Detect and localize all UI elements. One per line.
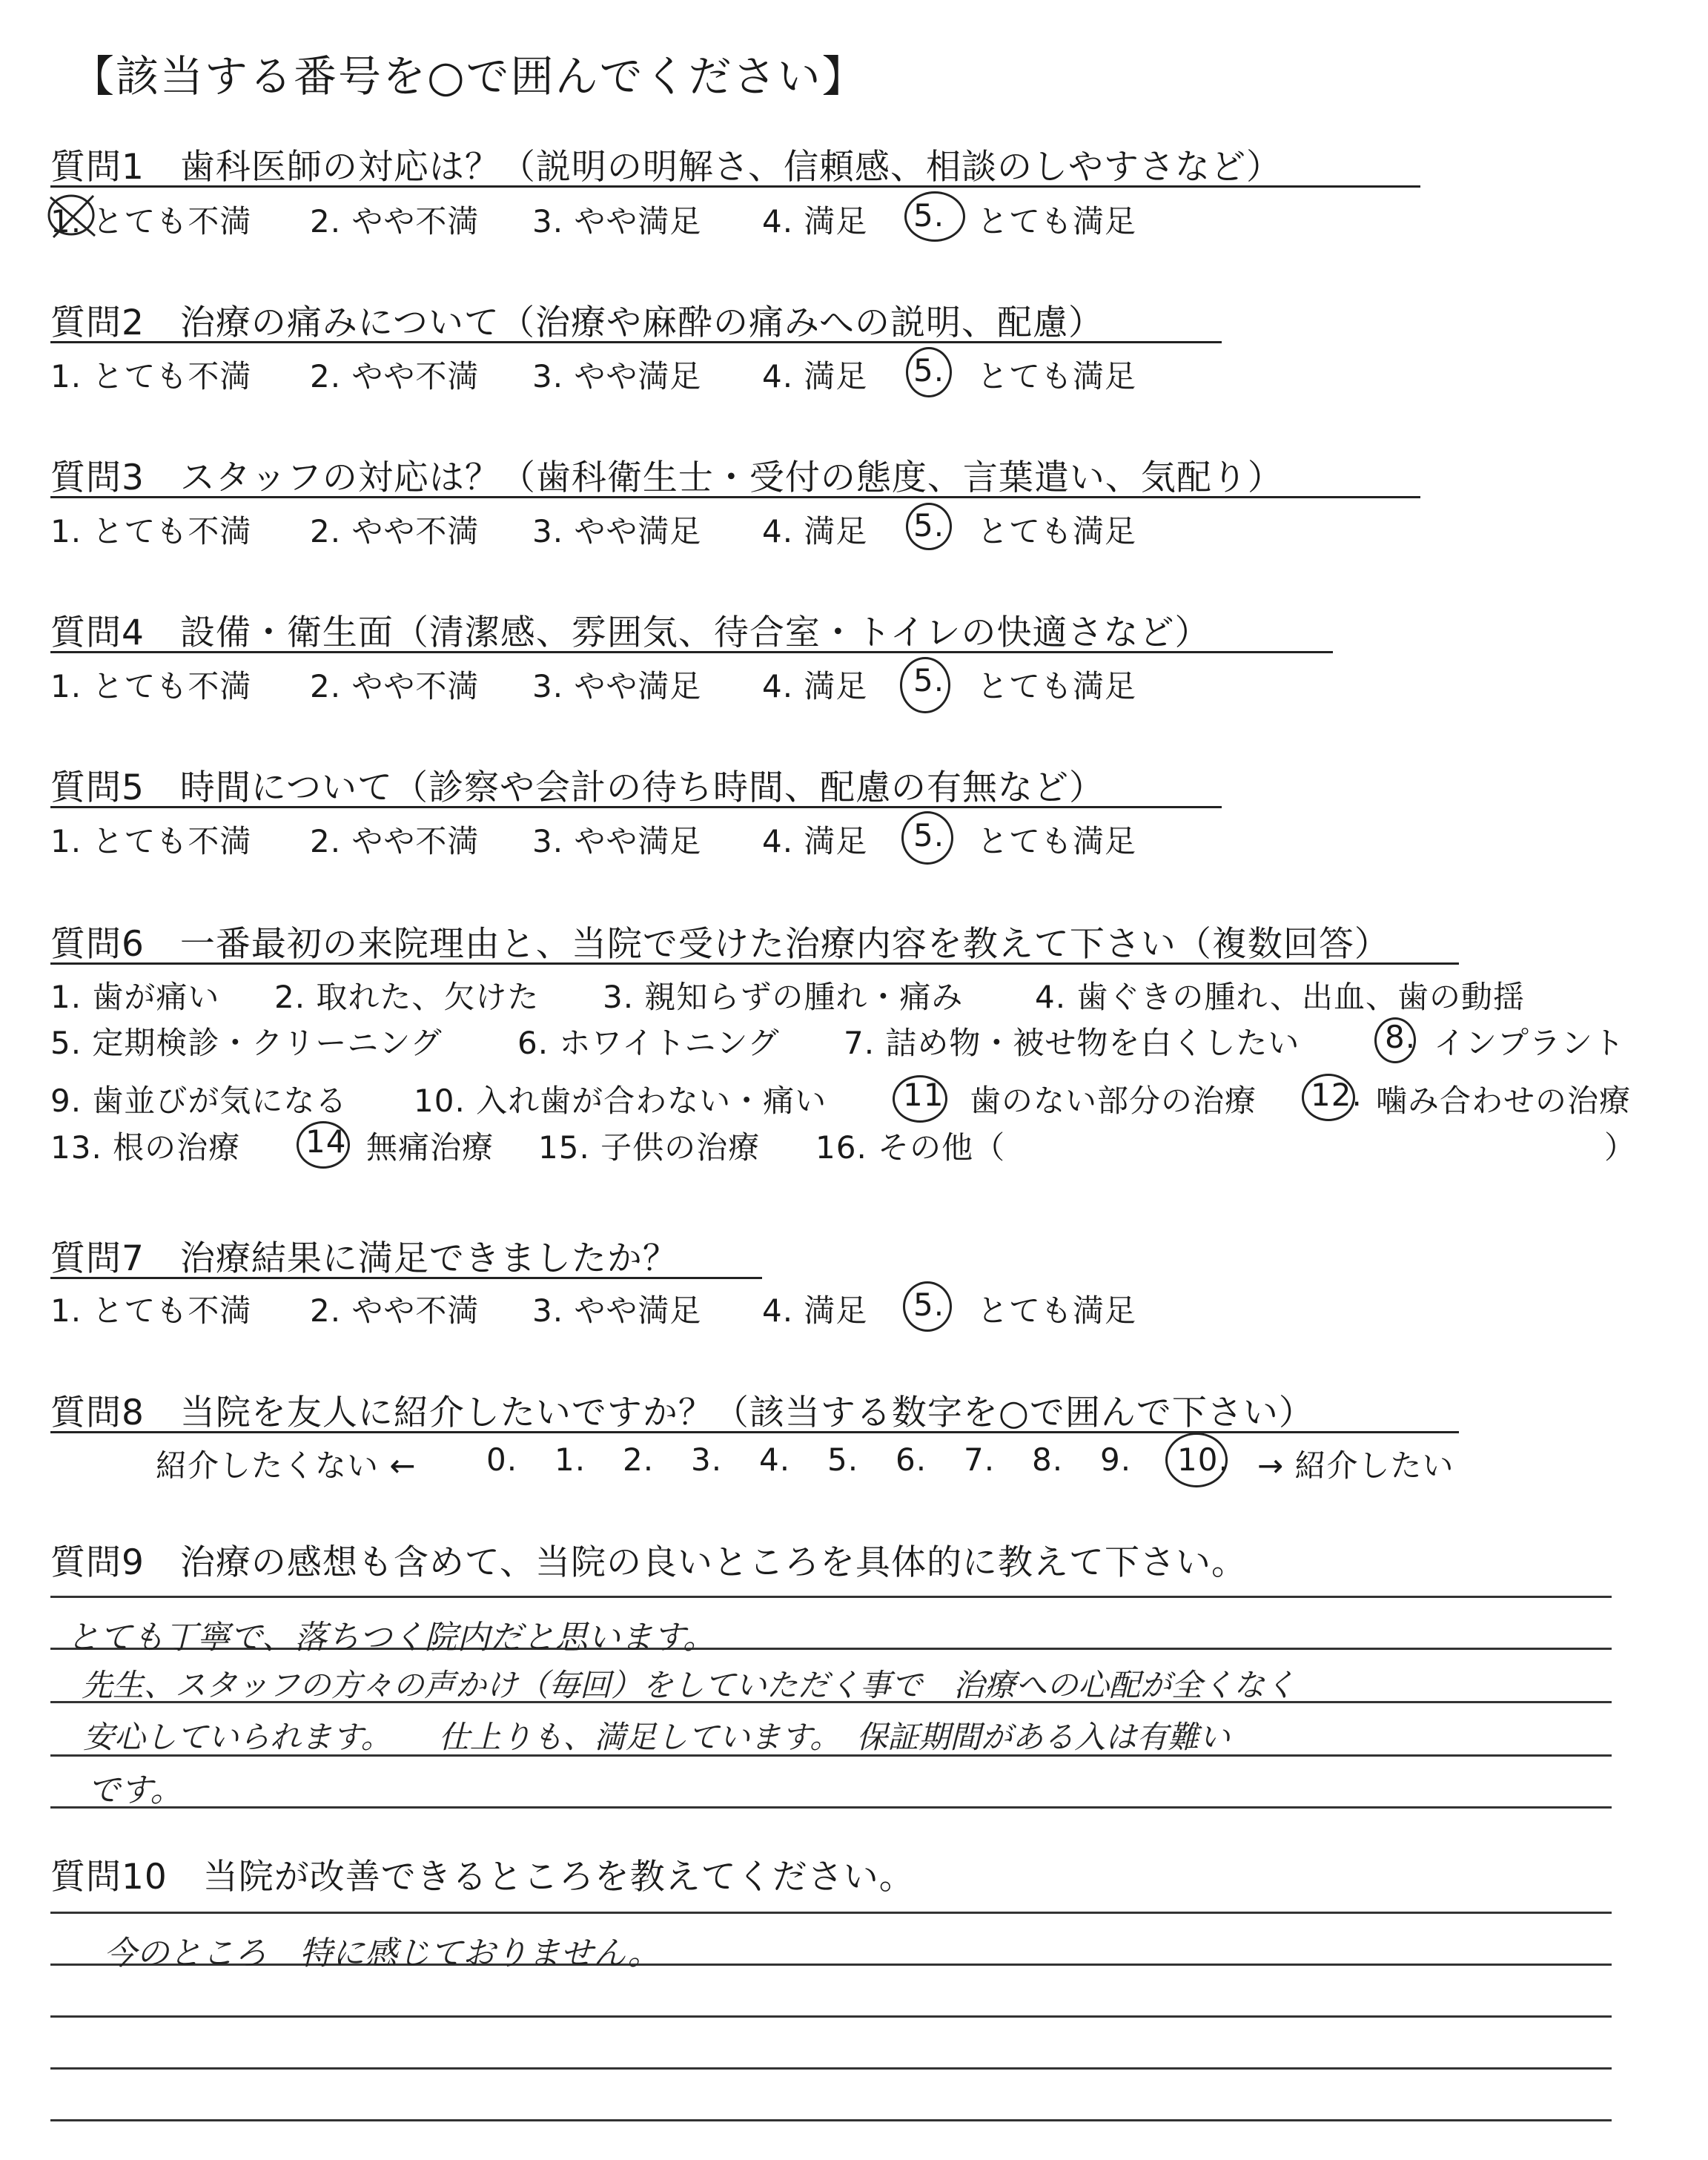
q6-opt-15[interactable]: 15. 子供の治療 <box>538 1129 761 1166</box>
q4-opt-3[interactable]: 3. やや満足 <box>532 668 702 704</box>
page-title: 【該当する番号を○で囲んでください】 <box>71 51 867 102</box>
q5-opt-1[interactable]: 1. とても不満 <box>50 823 252 859</box>
q7-opt-3[interactable]: 3. やや満足 <box>532 1292 702 1329</box>
q5-circle-5-mark <box>901 811 953 865</box>
question-8-underline <box>50 1431 1459 1433</box>
q5-opt-5[interactable]: 5. <box>913 817 945 853</box>
q1-crossed-circle-mark <box>43 191 105 243</box>
q8-num-0[interactable]: 0. <box>486 1441 518 1478</box>
q6-opt-8-label: インプラント <box>1434 1025 1626 1061</box>
q8-num-3[interactable]: 3. <box>691 1441 723 1478</box>
q6-opt-7[interactable]: 7. 詰め物・被せ物を白くしたい <box>844 1025 1300 1061</box>
q6-opt-10[interactable]: 10. 入れ歯が合わない・痛い <box>414 1083 827 1119</box>
q3-opt-3[interactable]: 3. やや満足 <box>532 513 702 549</box>
q1-opt-2[interactable]: 2. やや不満 <box>310 203 480 240</box>
q6-opt-14-label: 無痛治療 <box>366 1129 494 1166</box>
q6-opt-16[interactable]: 16. その他（ <box>815 1129 1006 1166</box>
q9-handwriting-line-4: です。 <box>87 1771 183 1809</box>
q2-circle-5-mark <box>906 347 952 397</box>
q6-opt-12-label: 噛み合わせの治療 <box>1376 1083 1632 1119</box>
question-4: 質問4 設備・衛生面（清潔感、雰囲気、待合室・トイレの快適さなど） <box>50 612 1211 653</box>
q2-opt-5-label: とても満足 <box>977 358 1137 394</box>
q6-opt-12[interactable]: 12. <box>1311 1077 1363 1113</box>
q6-opt-4[interactable]: 4. 歯ぐきの腫れ、出血、歯の動揺 <box>1035 979 1525 1015</box>
q2-opt-2[interactable]: 2. やや不満 <box>310 358 480 394</box>
q6-opt-2[interactable]: 2. 取れた、欠けた <box>274 979 540 1015</box>
q9-handwriting-line-2: 先生、スタッフの方々の声かけ（毎回）をしていただく事で 治療への心配が全くなく <box>82 1667 1297 1703</box>
question-3-underline <box>50 496 1420 498</box>
q8-num-6[interactable]: 6. <box>896 1441 927 1478</box>
q4-opt-4[interactable]: 4. 満足 <box>762 668 868 704</box>
q10-answer-line-1 <box>50 1912 1612 1914</box>
q5-opt-4[interactable]: 4. 満足 <box>762 823 868 859</box>
q1-opt-3[interactable]: 3. やや満足 <box>532 203 702 240</box>
q6-opt-6[interactable]: 6. ホワイトニング <box>517 1025 780 1061</box>
q8-num-5[interactable]: 5. <box>827 1441 859 1478</box>
q6-opt-3[interactable]: 3. 親知らずの腫れ・痛み <box>603 979 964 1015</box>
q6-opt-8[interactable]: 8. <box>1385 1019 1417 1055</box>
q7-opt-4[interactable]: 4. 満足 <box>762 1292 868 1329</box>
q8-num-8[interactable]: 8. <box>1032 1441 1064 1478</box>
q4-opt-5[interactable]: 5. <box>913 662 945 698</box>
q6-opt-5[interactable]: 5. 定期検診・クリーニング <box>50 1025 443 1061</box>
q10-handwriting-line-1: 今のところ 特に感じておりません。 <box>104 1935 661 1972</box>
q7-opt-2[interactable]: 2. やや不満 <box>310 1292 480 1329</box>
q6-opt-11[interactable]: 11 <box>903 1077 944 1113</box>
question-8: 質問8 当院を友人に紹介したいですか？（該当する数字を○で囲んで下さい） <box>50 1393 1314 1433</box>
q8-right-label: → 紹介したい <box>1257 1447 1454 1484</box>
q3-circle-5-mark <box>906 503 952 550</box>
q1-opt-5[interactable]: 5. <box>913 197 945 234</box>
q8-num-4[interactable]: 4. <box>759 1441 791 1478</box>
q6-other-close-paren: ） <box>1604 1129 1637 1166</box>
question-7: 質問7 治療結果に満足できましたか？ <box>50 1238 678 1279</box>
q4-opt-1[interactable]: 1. とても不満 <box>50 668 252 704</box>
question-9: 質問9 治療の感想も含めて、当院の良いところを具体的に教えて下さい。 <box>50 1542 1247 1583</box>
q2-opt-5[interactable]: 5. <box>913 352 945 389</box>
q4-opt-5-label: とても満足 <box>977 668 1137 704</box>
q6-opt-11-label: 歯のない部分の治療 <box>970 1083 1257 1119</box>
q6-opt-14[interactable]: 14 <box>305 1123 347 1160</box>
q5-opt-3[interactable]: 3. やや満足 <box>532 823 702 859</box>
q3-opt-2[interactable]: 2. やや不満 <box>310 513 480 549</box>
q1-circle-5-mark <box>904 191 965 242</box>
q6-opt-1[interactable]: 1. 歯が痛い <box>50 979 220 1015</box>
q6-opt-9[interactable]: 9. 歯並びが気になる <box>50 1083 348 1119</box>
question-3: 質問3 スタッフの対応は？（歯科衛生士・受付の態度、言葉遣い、気配り） <box>50 458 1283 498</box>
q2-opt-3[interactable]: 3. やや満足 <box>532 358 702 394</box>
q6-circle-11-mark <box>893 1075 947 1123</box>
question-5: 質問5 時間について（診察や会計の待ち時間、配慮の有無など） <box>50 767 1105 808</box>
q9-answer-line-5 <box>50 1806 1612 1809</box>
q8-num-2[interactable]: 2. <box>623 1441 655 1478</box>
q7-circle-5-mark <box>903 1281 952 1332</box>
question-1-underline <box>50 185 1420 188</box>
question-1: 質問1 歯科医師の対応は？（説明の明解さ、信頼感、相談のしやすさなど） <box>50 147 1282 188</box>
q6-circle-14-mark <box>297 1121 350 1169</box>
q9-handwriting-line-1: とても丁寧で、落ちつく院内だと思います。 <box>67 1619 716 1657</box>
q7-opt-1[interactable]: 1. とても不満 <box>50 1292 252 1329</box>
question-4-underline <box>50 651 1333 653</box>
q10-answer-line-5 <box>50 2119 1612 2121</box>
q3-opt-5-label: とても満足 <box>977 513 1137 549</box>
question-2-underline <box>50 341 1222 343</box>
q8-num-7[interactable]: 7. <box>964 1441 996 1478</box>
q3-opt-1[interactable]: 1. とても不満 <box>50 513 252 549</box>
question-6: 質問6 一番最初の来院理由と、当院で受けた治療内容を教えて下さい（複数回答） <box>50 924 1390 965</box>
question-7-underline <box>50 1277 762 1279</box>
q8-left-label: 紹介したくない ← <box>156 1447 417 1484</box>
q8-num-1[interactable]: 1. <box>555 1441 586 1478</box>
question-2: 質問2 治療の痛みについて（治療や麻酔の痛みへの説明、配慮） <box>50 303 1105 343</box>
q4-circle-5-mark <box>900 657 950 713</box>
q1-opt-4[interactable]: 4. 満足 <box>762 203 868 240</box>
q8-num-9[interactable]: 9. <box>1100 1441 1132 1478</box>
question-6-underline <box>50 962 1459 965</box>
q5-opt-5-label: とても満足 <box>977 823 1137 859</box>
q4-opt-2[interactable]: 2. やや不満 <box>310 668 480 704</box>
q7-opt-5-label: とても満足 <box>977 1292 1137 1329</box>
question-5-underline <box>50 806 1222 808</box>
question-10: 質問10 当院が改善できるところを教えてください。 <box>50 1857 915 1898</box>
q5-opt-2[interactable]: 2. やや不満 <box>310 823 480 859</box>
q1-opt-5-label: とても満足 <box>977 203 1137 240</box>
q2-opt-4[interactable]: 4. 満足 <box>762 358 868 394</box>
q6-circle-8-mark <box>1374 1017 1416 1063</box>
q10-answer-line-4 <box>50 2067 1612 2070</box>
q10-answer-line-3 <box>50 2015 1612 2018</box>
q7-opt-5[interactable]: 5. <box>913 1287 945 1323</box>
q8-num-10[interactable]: 10. <box>1177 1441 1229 1478</box>
q9-answer-line-1 <box>50 1596 1612 1598</box>
q9-handwriting-line-3: 安心していられます。 仕上りも、満足しています。 保証期間がある入は有難い <box>83 1719 1231 1755</box>
q6-opt-13[interactable]: 13. 根の治療 <box>50 1129 241 1166</box>
q6-circle-12-mark <box>1302 1074 1355 1121</box>
q3-opt-5[interactable]: 5. <box>913 507 945 544</box>
q8-circle-10-mark <box>1165 1433 1228 1487</box>
q3-opt-4[interactable]: 4. 満足 <box>762 513 868 549</box>
q1-opt-1[interactable]: 1. とても不満 <box>50 203 252 240</box>
q2-opt-1[interactable]: 1. とても不満 <box>50 358 252 394</box>
